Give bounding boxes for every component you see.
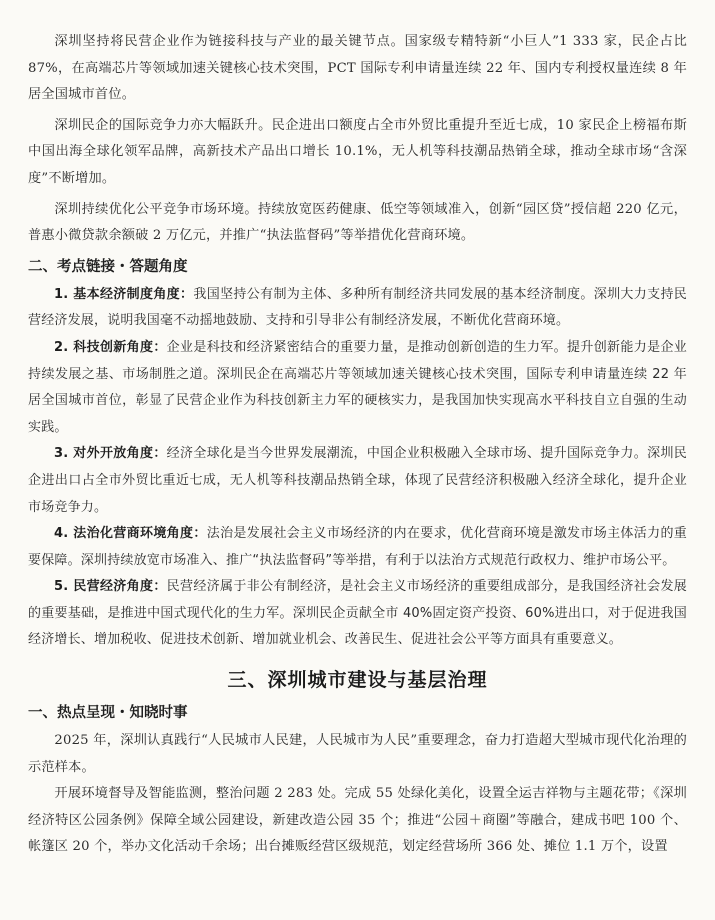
intro-section	[28, 0, 687, 250]
point-lead: 1. 基本经济制度角度：	[54, 286, 194, 302]
section3-body	[28, 728, 687, 861]
section-heading: 二、考点链接・答题角度	[28, 258, 188, 275]
body-paragraph: 2025 年，深圳认真践行“人民城市人民建，人民城市为人民”重要理念，奋力打造超大型城市现代化治理的示范样本。	[28, 733, 687, 775]
point-item	[28, 521, 687, 574]
chapter-title: 三、深圳城市建设与基层治理	[227, 669, 488, 692]
point-text: 企业是科技和经济紧密结合的重要力量，是推动创新创造的生力军。提升创新能力是企业持续发展之基、市场制胜之道。深圳民企在高端芯片等领域加速关键核心技术突围，国际专利申请量连续 22 年居全国城市首位，彰显了民营企业作为科技创新主力军的硬核实力，是我国加快实现高水平科技自立自强的生动实践。	[28, 339, 687, 435]
point-text: 经济全球化是当今世界发展潮流，中国企业积极融入全球市场、提升国际竞争力。深圳民企进出口占全市外贸比重近七成，无人机等科技潮品热销全球，体现了民营经济积极融入经济全球化，提升企业市场竞争力。	[28, 446, 687, 515]
point-item	[28, 282, 687, 335]
intro-paragraph: 深圳民企的国际竞争力亦大幅跃升。民企进出口额度占全市外贸比重提升至近七成，10 家民企上榜福布斯中国出海全球化领军品牌，高新技术产品出口增长 10.1%，无人机等科技潮品热销全球，推动全球市场“含深度”不断增加。	[28, 117, 687, 186]
point-text: 民营经济属于非公有制经济，是社会主义市场经济的重要组成部分，是我国经济社会发展的重要基础，是推进中国式现代化的生力军。深圳民企贡献全市 40%固定资产投资、60%进出口，对于促进我国经济增长、增加税收、促进技术创新、增加就业机会、改善民生、促进社会公平等方面具有重要意义。	[28, 579, 687, 648]
point-lead: 3. 对外开放角度：	[54, 446, 167, 462]
point-item	[28, 335, 687, 441]
point-lead: 5. 民营经济角度：	[54, 579, 167, 595]
points-list	[28, 282, 687, 654]
point-text: 法治是发展社会主义市场经济的内在要求，优化营商环境是激发市场主体活力的重要保障。深圳持续放宽市场准入、推广“执法监督码”等举措，有利于以法治方式规范行政权力、维护市场公平。	[28, 526, 687, 568]
point-item	[28, 441, 687, 521]
intro-paragraph: 深圳持续优化公平竞争市场环境。持续放宽医药健康、低空等领域准入，创新“园区贷”授信超 220 亿元，普惠小微贷款余额破 2 万亿元，并推广“执法监督码”等举措优化营商环境。	[28, 201, 687, 244]
point-lead: 2. 科技创新角度：	[54, 339, 167, 355]
intro-paragraph: 深圳坚持将民营企业作为链接科技与产业的最关键节点。国家级专精特新“小巨人”1 333 家，民企占比 87%，在高端芯片等领域加速关键核心技术突围，PCT 国际专利申请量连续 22 年、国内专利授权量连续 8 年居全国城市首位。	[28, 34, 687, 103]
section-heading: 一、热点呈现・知晓时事	[28, 705, 188, 722]
point-lead: 4. 法治化营商环境角度：	[54, 526, 207, 542]
point-item	[28, 574, 687, 654]
body-paragraph: 开展环境督导及智能监测，整治问题 2 283 处。完成 55 处绿化美化，设置全运吉祥物与主题花带；《深圳经济特区公园条例》保障全域公园建设，新建改造公园 35 个；推进“公园＋商圈”等融合，建成书吧 100 个、帐篷区 20 个，举办文化活动千余场；出台摊贩经营区级规范，划定经营场所 366 处、摊位 1.1 万个，设置	[28, 786, 687, 855]
point-text: 我国坚持公有制为主体、多种所有制经济共同发展的基本经济制度。深圳大力支持民营经济发展，说明我国毫不动摇地鼓励、支持和引导非公有制经济发展，不断优化营商环境。	[28, 286, 687, 329]
